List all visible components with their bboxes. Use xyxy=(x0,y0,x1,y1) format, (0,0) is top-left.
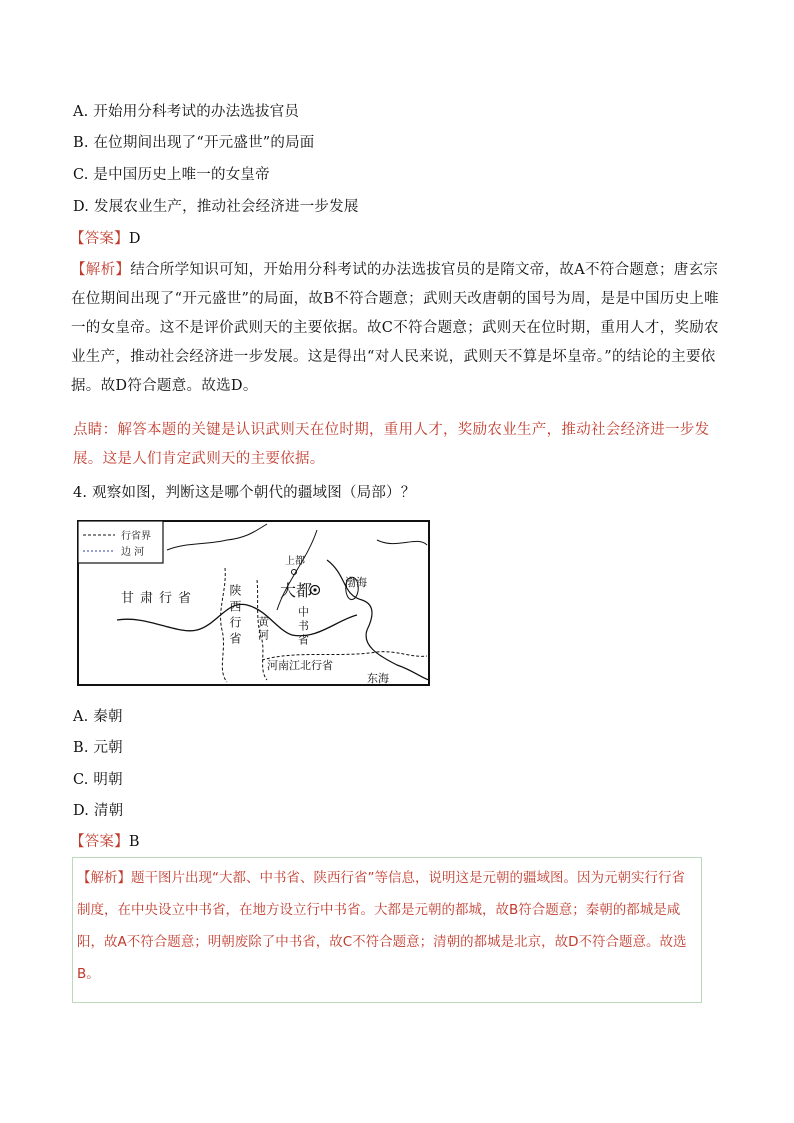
q3-analysis xyxy=(71,256,721,401)
q4-option-b: B. 元朝 xyxy=(73,740,123,756)
q3-answer-value: D xyxy=(128,231,141,247)
label-bohai: 渤海 xyxy=(345,576,367,589)
q3-option-a: A. 开始用分科考试的办法选拔官员 xyxy=(73,104,300,120)
q4-analysis-text: 【解析】题干图片出现“大都、中书省、陕西行省”等信息，说明这是元朝的疆域图。因为元朝实行行省制度，在中央设立中书省，在地方设立行中书省。大都是元朝的都城，故B符合题意；秦朝的都城是咸阳，故A不符合题意；明朝废除了中书省，故C不符合题意；清朝的都城是北京，故D不符合题意。故选B。 xyxy=(77,870,687,982)
q4-option-a: A. 秦朝 xyxy=(73,709,123,725)
q4-question: 4. 观察如图，判断这是哪个朝代的疆域图（局部）？ xyxy=(73,485,416,501)
q3-analysis-text: 结合所学知识可知，开始用分科考试的办法选拔官员的是隋文帝，故A不符合题意；唐玄宗在位期间出现了“开元盛世”的局面，故B不符合题意；武则天改唐朝的国号为周，是是中国历史上唯一的女皇帝。这不是评价武则天的主要依据。故C不符合题意；武则天在位时期，重用人才，奖励农业生产，推动社会经济进一步发展。这是得出“对人民来说，武则天不算是坏皇帝。”的结论的主要依据。故D符合题意。故选D。 xyxy=(71,262,719,394)
q3-option-d: D. 发展农业生产，推动社会经济进一步发展 xyxy=(73,199,359,215)
label-dadu: 大都 xyxy=(280,581,313,600)
label-shaanxi: 陕西行省 xyxy=(228,584,242,648)
q3-answer xyxy=(70,229,141,249)
dadu-marker-dot xyxy=(313,588,316,591)
q3-option-c: C. 是中国历史上唯一的女皇帝 xyxy=(73,167,270,183)
label-zhongshu: 中书省 xyxy=(296,606,310,648)
legend-label-wall: 边 河 xyxy=(121,547,145,558)
q3-analysis-tag: 【解析】 xyxy=(71,262,131,278)
q4-option-c: C. 明朝 xyxy=(73,772,123,788)
label-donghai: 东海 xyxy=(367,672,389,685)
q4-analysis-box xyxy=(72,857,702,1003)
label-shangdu: 上都 xyxy=(285,556,305,567)
q4-option-d: D. 清朝 xyxy=(73,803,124,819)
q4-answer xyxy=(70,832,140,852)
legend-label-boundary: 行省界 xyxy=(121,531,151,542)
yuan-territory-map xyxy=(77,520,430,686)
q3-answer-tag: 【答案】 xyxy=(70,231,129,247)
q4-answer-value: B xyxy=(128,834,140,850)
q4-answer-tag: 【答案】 xyxy=(70,834,129,850)
label-henan: 河南江北行省 xyxy=(267,659,333,672)
label-huanghe: 黄河 xyxy=(256,616,270,642)
label-gansu: 甘肃行省 xyxy=(121,591,198,606)
q3-option-b: B. 在位期间出现了“开元盛世”的局面 xyxy=(73,135,315,151)
q3-note: 点睛：解答本题的关键是认识武则天在位时期，重用人才，奖励农业生产，推动社会经济进一步发展。这是人们肯定武则天的主要依据。 xyxy=(73,422,710,467)
